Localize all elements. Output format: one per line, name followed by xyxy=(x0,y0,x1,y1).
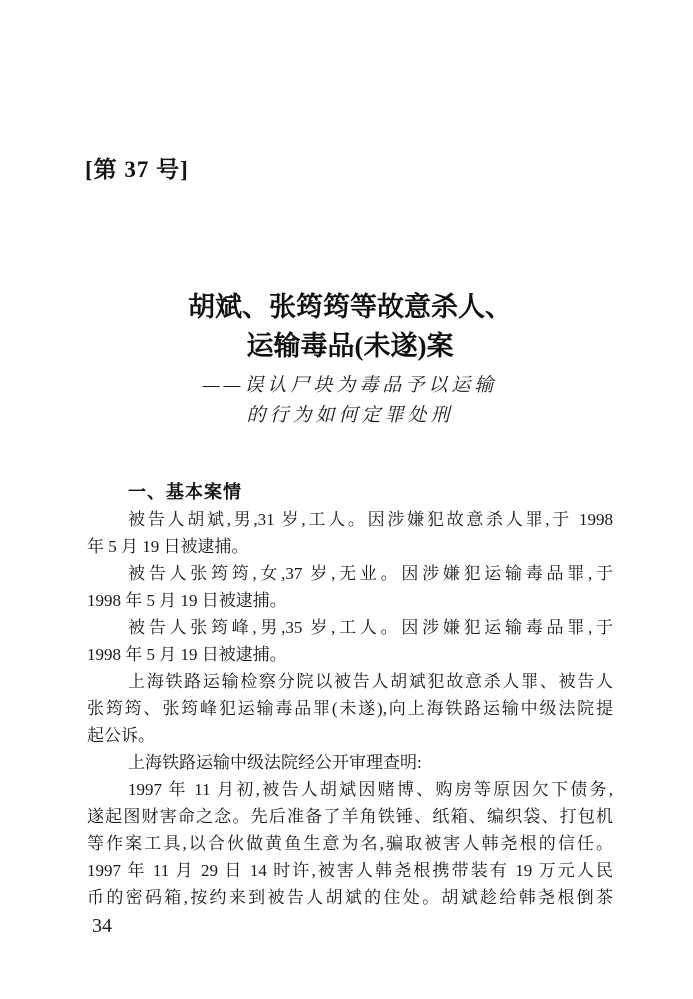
body-line: 币的密码箱,按约来到被告人胡斌的住处。胡斌趁给韩尧根倒茶 xyxy=(87,888,613,907)
body-line: 等作案工具,以合伙做黄鱼生意为名,骗取被害人韩尧根的信任。 xyxy=(87,834,613,853)
body-line: 遂起图财害命之念。先后准备了羊角铁锤、纸箱、编织袋、打包机 xyxy=(87,807,613,826)
body-line: 年 5 月 19 日被逮捕。 xyxy=(87,537,249,556)
page-number: 34 xyxy=(92,915,112,937)
case-subtitle xyxy=(87,371,613,431)
body-line: 1997 年 11 月 29 日 14 时许,被害人韩尧根携带装有 19 万元人民 xyxy=(87,861,613,880)
body-line: 被告人胡斌,男,31 岁,工人。因涉嫌犯故意杀人罪,于 1998 xyxy=(128,510,613,529)
section-heading-basic-facts: 一、基本案情 xyxy=(128,482,242,502)
body-line: 1998 年 5 月 19 日被逮捕。 xyxy=(87,645,287,664)
case-subtitle-line-2: 的行为如何定罪处刑 xyxy=(246,405,454,426)
case-title-line-1: 胡斌、张筠筠等故意杀人、 xyxy=(188,292,512,322)
body-line: 1998 年 5 月 19 日被逮捕。 xyxy=(87,591,287,610)
body-line: 上海铁路运输检察分院以被告人胡斌犯故意杀人罪、被告人 xyxy=(128,672,613,691)
case-title xyxy=(87,288,613,366)
body-line: 1997 年 11 月初,被告人胡斌因赌博、购房等原因欠下债务, xyxy=(128,780,613,799)
case-number-label: [第 37 号] xyxy=(85,157,189,182)
body-line: 张筠筠、张筠峰犯运输毒品罪(未遂),向上海铁路运输中级法院提 xyxy=(87,699,613,718)
body-line: 起公诉。 xyxy=(87,726,155,745)
case-subtitle-line-1: ——误认尸块为毒品予以运输 xyxy=(202,375,498,396)
body-line: 上海铁路运输中级法院经公开审理查明: xyxy=(128,753,422,772)
case-body xyxy=(87,479,613,911)
body-line: 被告人张筠筠,女,37 岁,无业。因涉嫌犯运输毒品罪,于 xyxy=(128,564,613,583)
case-title-line-2: 运输毒品(未遂)案 xyxy=(246,331,454,361)
body-line: 被告人张筠峰,男,35 岁,工人。因涉嫌犯运输毒品罪,于 xyxy=(128,618,613,637)
